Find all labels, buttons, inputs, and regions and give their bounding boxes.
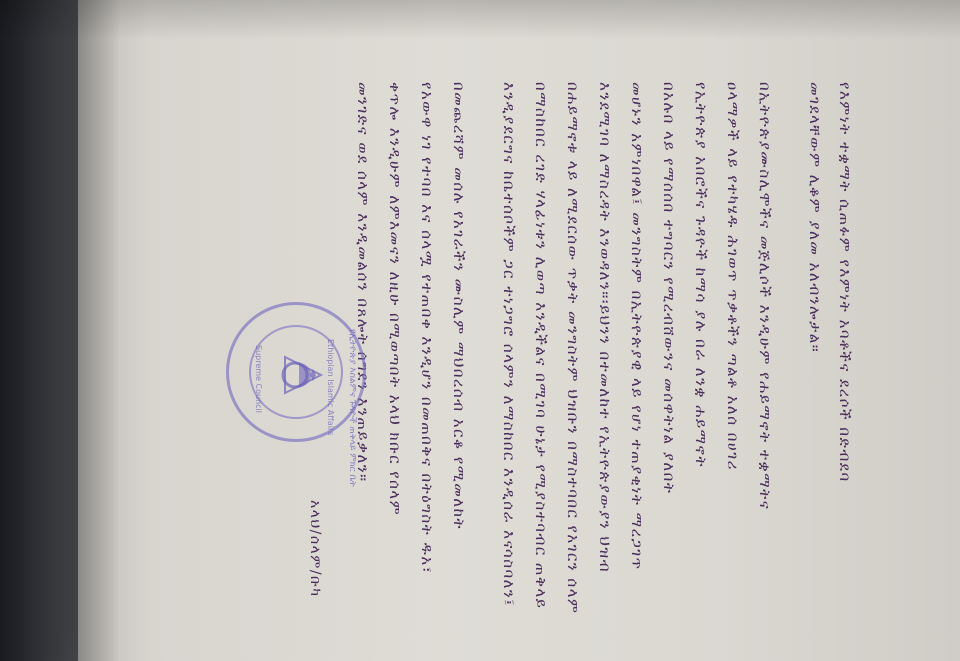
signature: አላህ/ሰላም/ቡካ: [307, 500, 323, 598]
top-shadow: [0, 0, 960, 40]
paragraph-2-line-1: በኢትዮጵያሙስሊሞችና መጅሊሶች እንዲሁም የሐይማኖት ተቋማትና: [756, 82, 774, 511]
paragraph-3-line-3: ቀጥሎ እንዲሁም ለምእመናን ለዚሁ በሚወጣበት አላህ ክቡር የሰላም: [386, 82, 404, 517]
paragraph-2-line-4: በአሉበ ላይ የማሰሰበ ተግባርን የሚረብሸውንና መሰዋትነል ያለበት: [660, 82, 678, 495]
left-shadow: [0, 0, 120, 661]
stamp-inner-text-1: Ethiopian Islamic Affairs: [326, 339, 335, 436]
paragraph-2-line-9: እንዲያደርግና ከቤተሰቦችም ጋር ተነጋግሮ ሰላምን ለማስከበር እንዲሰራ እናሳስባለን፤: [500, 82, 518, 607]
paragraph-3-line-4: መንገድና ወደ ሰላም እንዲመልሰን በጸሎት ሰግደን እንጠይቃለን።: [354, 82, 372, 483]
paragraph-2-line-6: እንደሚገባ ለማስረዳት እንወዳለን።፡ይህንን በተመለከተ የኢትዮጵያውያን ህዝብ: [596, 82, 614, 574]
document-paper: [78, 0, 960, 661]
paragraph-2-line-7: በሐይማኖቱ ላይ ለሚደርሰው ጥቃት መንግስትም ህዝቡን በማስተባበር የአገርን ሰላም: [564, 82, 582, 615]
paragraph-2-line-8: በማስከበር ረገድ ሃላፊነቱን ሊወጣ እንዲችልና በሚገባ ሁኔታ የሚያስተባብር ጠቅላይ: [532, 82, 550, 610]
paragraph-2-line-3: የኢትዮጵያ አበሮችና ጉዳዮች ከማሳ ያሉ በራ ለንቋ ሐይማኖት: [692, 82, 710, 468]
paragraph-3-line-1: በመጨረሻም መሰሉ የአገራችን ሙስሊም ማህበረሰብ አርቆ የሚመለከት: [450, 82, 468, 530]
paragraph-3-line-2: የአውዋ ነገ የተባበ እና ሰላሟ የተጠበቀ እንዲሆን በመጠበቅና በትዕግስት ዱአ፣: [418, 82, 436, 575]
stamp-outer-text: የኢትዮጵያ እስልምና ጉዳዮች ጠቅላይ ምክር ቤት: [347, 329, 357, 487]
paragraph-1-line-1: የእምነት ተቋማት ሲጠፉም የእምነት አባቶችና ደረሶች በድብደባ: [836, 82, 854, 483]
official-stamp: [226, 302, 366, 487]
stamp-inner-text-2: Supreme Council: [254, 345, 263, 413]
paragraph-2-line-2: ዐላማዎች ላይ የተካሄዱ ሕገወጥ ጥቃቶችን ጣልቶ አለሰ በሀገሪ: [724, 82, 742, 471]
paragraph-1-line-2: መገደላቸውም ሊቆም ያለመ አለብንሎታል።: [806, 82, 824, 354]
paragraph-2-line-5: መሆኑን አምነበዋል፤ መንግስትም በኢትዮጵያዊ ላይ የሆነ ተጠያቂነት ማረጋገጥ: [628, 82, 646, 571]
